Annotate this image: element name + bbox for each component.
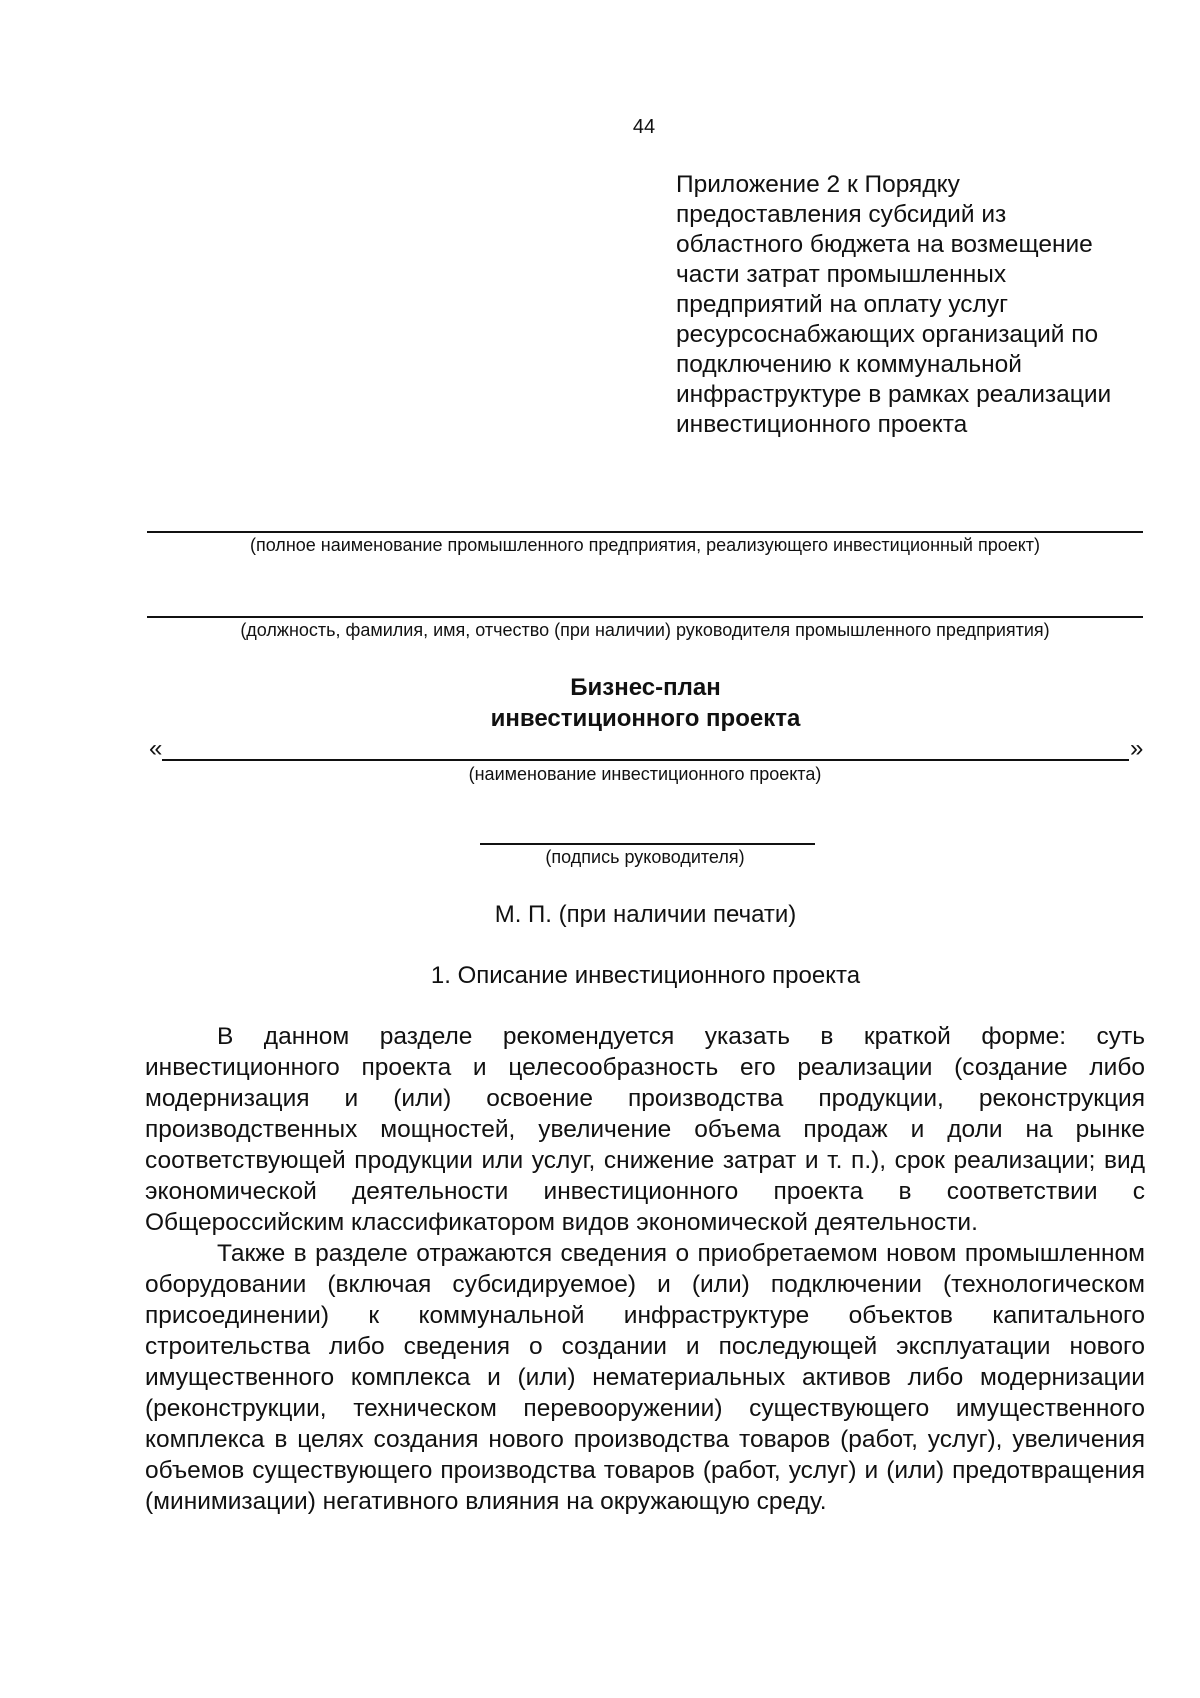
appendix-line: части затрат промышленных (676, 261, 1007, 288)
page-number: 44 (632, 116, 656, 138)
appendix-line: предприятий на оплату услуг (676, 291, 1009, 318)
enterprise-name-caption: (полное наименование промышленного предприятия, реализующего инвестиционный проект) (249, 535, 1041, 555)
document-title: Бизнес-план (570, 674, 721, 701)
document-subtitle: инвестиционного проекта (490, 705, 801, 732)
appendix-line: Приложение 2 к Порядку (676, 171, 960, 198)
project-name-line (162, 759, 1129, 761)
appendix-header (676, 170, 1146, 440)
appendix-line: подключению к коммунальной (676, 351, 1022, 378)
section-heading: 1. Описание инвестиционного проекта (430, 962, 861, 989)
appendix-line: инвестиционного проекта (676, 411, 968, 438)
paragraph: В данном разделе рекомендуется указать в краткой форме: суть инвестиционного проекта и целесообразность его реализации (создание либо модернизация и (или) освоение производства продукции, реконструкция производственных мощностей, увеличение объема продаж и доли на рынке соответствующей продукции или услуг, снижение затрат и т. п.), срок реализации; вид экономической деятельности инвестиционного проекта в соответствии с Общероссийским классификатором видов экономической деятельности. (145, 1023, 1145, 1236)
project-name-caption: (наименование инвестиционного проекта) (468, 764, 822, 784)
signature-line (480, 843, 815, 845)
appendix-line: ресурсоснабжающих организаций по (676, 321, 1099, 348)
head-name-caption: (должность, фамилия, имя, отчество (при наличии) руководителя промышленного предприятия) (240, 620, 1050, 640)
close-quote: » (1130, 735, 1144, 762)
open-quote: « (149, 735, 163, 762)
appendix-line: областного бюджета на возмещение (676, 231, 1093, 258)
appendix-line: предоставления субсидий из (676, 201, 1007, 228)
appendix-line: инфраструктуре в рамках реализации (676, 381, 1112, 408)
head-name-line (147, 616, 1143, 618)
paragraph: Также в разделе отражаются сведения о приобретаемом новом промышленном оборудовании (включая субсидируемое) и (или) подключении (технологическом присоединении) к коммунальной инфраструктуре объектов капитального строительства либо сведения о создании и последующей эксплуатации нового имущественного комплекса и (или) нематериальных активов либо модернизации (реконструкции, техническом перевооружении) существующего имущественного комплекса в целях создания нового производства товаров (работ, услуг), увеличения объемов существующего производства товаров (работ, услуг) и (или) предотвращения (минимизации) негативного влияния на окружающую среду. (145, 1240, 1145, 1515)
section-body (145, 1021, 1145, 1517)
stamp-note: М. П. (при наличии печати) (494, 901, 797, 928)
signature-caption: (подпись руководителя) (545, 847, 745, 867)
enterprise-name-line (147, 531, 1143, 533)
